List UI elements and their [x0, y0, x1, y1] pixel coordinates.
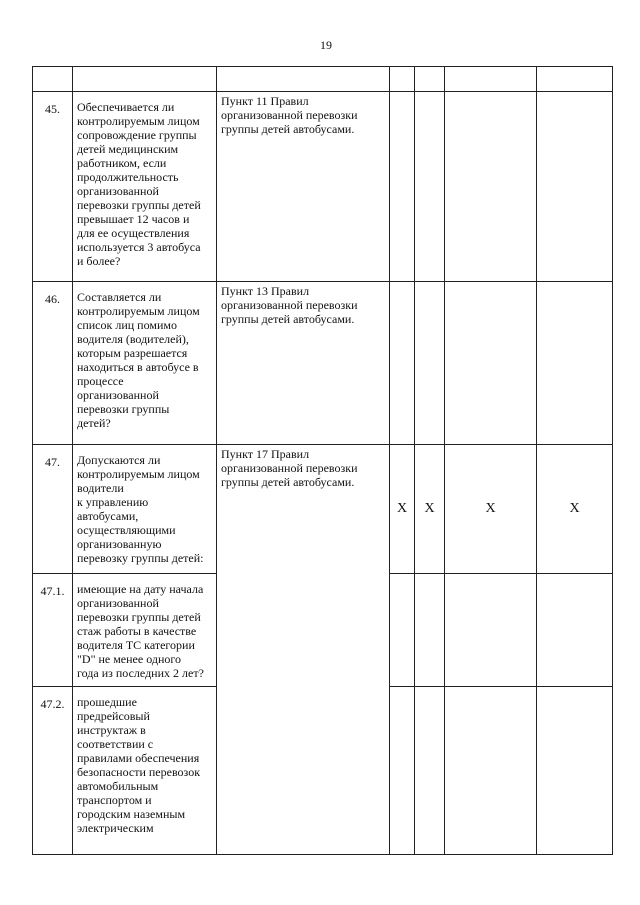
answer-cell: [390, 574, 415, 687]
mark-x: X: [445, 445, 537, 574]
answer-cell: [415, 687, 445, 855]
answer-cell: [445, 282, 537, 445]
table-row: [33, 92, 613, 282]
answer-cell: [537, 687, 613, 855]
header-cell: [390, 67, 415, 92]
question-text: Составляется ли контролируемым лицом список лиц помимо водителя (водителей), которым разрешается находиться в автобусе в процессе организованной перевозки группы детей?: [73, 282, 217, 445]
question-text: Обеспечивается ли контролируемым лицом сопровождение группы детей медицинским работником, если продолжительность организованной перевозки группы детей превышает 12 часов и для ее осуществления используется 3 автобуса и более?: [73, 92, 217, 282]
answer-cell: [390, 687, 415, 855]
answer-cell: [415, 92, 445, 282]
answer-cell: [445, 687, 537, 855]
page-number: 19: [320, 38, 332, 52]
question-text: имеющие на дату начала организованной перевозки группы детей стаж работы в качестве водителя ТС категории "D" не менее одного года из последних 2 лет?: [73, 574, 217, 687]
row-number: 47.1.: [33, 574, 73, 687]
header-cell: [415, 67, 445, 92]
question-text: прошедшие предрейсовый инструктаж в соответствии с правилами обеспечения безопасности перевозок автомобильным транспортом и городским наземным электрическим: [73, 687, 217, 855]
header-cell: [537, 67, 613, 92]
table-row: [33, 445, 613, 574]
answer-cell: [390, 92, 415, 282]
row-number: 47.: [33, 445, 73, 574]
mark-x: X: [390, 445, 415, 574]
mark-x: X: [537, 445, 613, 574]
answer-cell: [445, 574, 537, 687]
answer-cell: [537, 282, 613, 445]
answer-cell: [390, 282, 415, 445]
question-text: Допускаются ли контролируемым лицом водители к управлению автобусами, осуществляющими организованную перевозку группы детей:: [73, 445, 217, 574]
header-cell: [73, 67, 217, 92]
requirement-text: Пункт 13 Правил организованной перевозки группы детей автобусами.: [217, 282, 390, 445]
answer-cell: [537, 92, 613, 282]
mark-x: X: [415, 445, 445, 574]
answer-cell: [415, 282, 445, 445]
answer-cell: [445, 92, 537, 282]
row-number: 47.2.: [33, 687, 73, 855]
row-number: 46.: [33, 282, 73, 445]
requirement-text: Пункт 17 Правил организованной перевозки группы детей автобусами.: [217, 445, 390, 855]
header-cell: [445, 67, 537, 92]
checklist-table: [32, 66, 613, 855]
requirement-text: Пункт 11 Правил организованной перевозки группы детей автобусами.: [217, 92, 390, 282]
table-header-row: [33, 67, 613, 92]
answer-cell: [537, 574, 613, 687]
table-row: [33, 282, 613, 445]
row-number: 45.: [33, 92, 73, 282]
answer-cell: [415, 574, 445, 687]
header-cell: [217, 67, 390, 92]
header-cell: [33, 67, 73, 92]
